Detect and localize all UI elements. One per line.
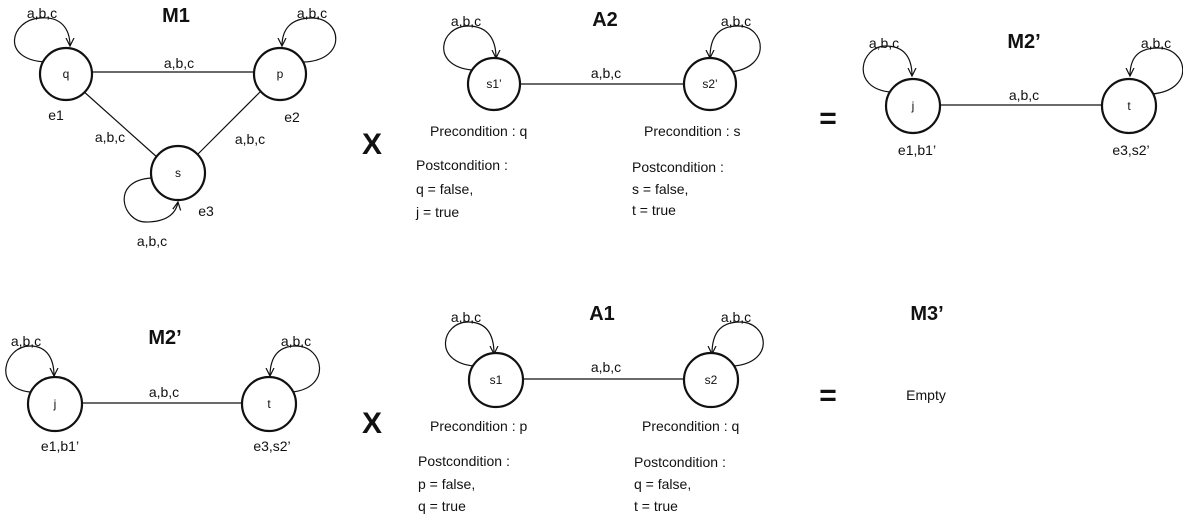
m1-edge-q-s [82, 90, 158, 158]
m1-state-q-label: q [62, 67, 70, 81]
a1-loop-s1-label: a,b,c [450, 309, 482, 325]
a1-state-s2-label: s2 [704, 373, 718, 387]
a1-state-s1-label: s1 [489, 373, 503, 387]
m2-edge-label: a,b,c [148, 384, 180, 400]
m2-result-tag-t: e3,s2’ [1112, 142, 1150, 158]
top-equals-operator: = [819, 102, 837, 135]
m2-tag-j: e1,b1’ [40, 438, 80, 454]
a1-postcondition-left-2: q = true [418, 498, 466, 514]
m2-result-state-t-label: t [1127, 99, 1131, 113]
a2-title: A2 [592, 9, 618, 31]
m1-loop-p-label: a,b,c [296, 5, 328, 21]
m1-loop-s-label: a,b,c [136, 233, 168, 249]
a2-automaton [415, 9, 760, 220]
a1-precondition-right: Precondition : q [642, 418, 740, 434]
a2-postcondition-right-2: t = true [632, 202, 676, 218]
m2-result-automaton [863, 31, 1183, 158]
m2-result-state-j-label: j [911, 99, 915, 113]
a1-precondition-left: Precondition : p [430, 418, 528, 434]
a2-postcondition-left-1: q = false, [416, 181, 474, 197]
m1-tag-s: e3 [198, 203, 214, 219]
a2-postcondition-right-1: s = false, [632, 181, 689, 197]
bottom-times-operator: X [361, 407, 383, 440]
top-times-operator: X [361, 128, 383, 161]
m1-edge-q-p-label: a,b,c [163, 55, 195, 71]
m1-tag-p: e2 [284, 109, 300, 125]
m3-title: M3’ [910, 303, 944, 325]
a1-postcondition-right-title: Postcondition : [634, 454, 726, 470]
a2-state-s1-label: s1’ [486, 77, 502, 91]
m1-state-p-label: p [276, 67, 284, 81]
m2-result-loop-j-label: a,b,c [868, 35, 900, 51]
a1-edge-label: a,b,c [590, 359, 622, 375]
m3-result [906, 303, 946, 403]
m1-title: M1 [162, 5, 190, 27]
bottom-equals-operator: = [819, 379, 837, 412]
m2-result-tag-j: e1,b1’ [897, 142, 937, 158]
a2-postcondition-left-title: Postcondition : [416, 157, 508, 173]
a2-edge-label: a,b,c [590, 65, 622, 81]
m1-edge-q-s-label: a,b,c [94, 129, 126, 145]
a2-postcondition-left-2: j = true [416, 204, 460, 220]
m1-loop-q-label: a,b,c [26, 5, 58, 21]
m1-tag-q: e1 [48, 107, 64, 123]
m2-state-t-label: t [267, 397, 271, 411]
m1-state-s-label: s [175, 166, 181, 180]
a1-title: A1 [589, 303, 615, 325]
a1-loop-s2-label: a,b,c [720, 309, 752, 325]
m2-result-edge-label: a,b,c [1008, 87, 1040, 103]
m3-empty-label: Empty [906, 387, 946, 403]
m2-tag-t: e3,s2’ [253, 438, 291, 454]
a2-precondition-left: Precondition : q [430, 123, 528, 139]
m2-loop-j-label: a,b,c [10, 333, 42, 349]
a1-automaton [418, 303, 763, 514]
m2-result-loop-t-label: a,b,c [1140, 35, 1172, 51]
a2-state-s2-label: s2’ [702, 77, 718, 91]
a2-loop-s1-label: a,b,c [450, 13, 482, 29]
a1-postcondition-right-1: q = false, [634, 476, 692, 492]
m2-state-j-label: j [53, 397, 57, 411]
a1-postcondition-left-1: p = false, [418, 476, 476, 492]
a2-postcondition-right-title: Postcondition : [632, 159, 724, 175]
m1-automaton [14, 5, 335, 249]
m1-edge-p-s-label: a,b,c [234, 131, 266, 147]
a2-precondition-right: Precondition : s [644, 123, 741, 139]
a1-postcondition-right-2: t = true [634, 498, 678, 514]
a2-loop-s2-label: a,b,c [720, 13, 752, 29]
a1-postcondition-left-title: Postcondition : [418, 453, 510, 469]
m2-loop-t-label: a,b,c [280, 333, 312, 349]
m2-result-title: M2’ [1007, 31, 1041, 53]
m2-title: M2’ [148, 327, 182, 349]
m2-automaton [6, 327, 320, 454]
